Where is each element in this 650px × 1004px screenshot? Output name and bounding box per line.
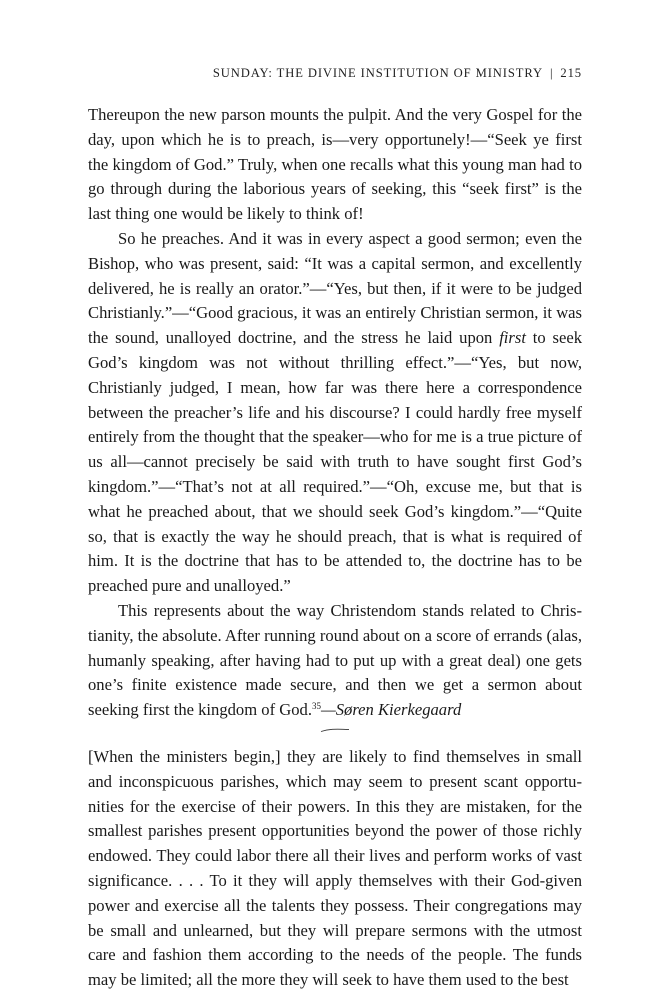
paragraph-3 <box>88 599 582 723</box>
paragraph-4: [When the ministers begin,] they are likely to find themselves in small and inconspicuous parishes, which may seem to present scant opportunities for the exercise of their powers. In this they are mistaken, for the smallest parishes present opportunities beyond the power of those richly endowed. They could labor there all their lives and perform works of vast significance. . . . To it they will apply themselves with their God-given power and exercise all the talents they possess. Their congregations may be small and unlearned, but they will prepare sermons with the utmost care and fashion them according to the needs of the people. The funds may be limited; all the more they will seek to have them used to the best <box>88 746 582 990</box>
paragraph-3-text: This represents about the way Christendom stands related to Christianity, the absolute. After running round about on a score of errands (alas, humanly speaking, after having had to put up with a great deal) one gets one’s finite existence made secure, and then we get a sermon about seeking first the kingdom of God. <box>88 600 582 720</box>
attribution: —Søren Kierkegaard <box>320 700 462 720</box>
running-head <box>213 66 582 81</box>
footnote-marker: 35 <box>311 701 321 712</box>
page-number: 215 <box>560 66 582 80</box>
paragraph-2-part-a: So he preaches. And it was in every aspect a good sermon; even the Bishop, who was present, said: “It was a capital sermon, and excellently delivered, he is really an orator.”—“Yes, but then, if it were to be judged Christianly.”—“Good gracious, it was an entirely Christian sermon, it was the sound, unalloyed doctrine, and the stress he laid upon <box>88 228 582 348</box>
paragraph-1: Thereupon the new parson mounts the pulpit. And the very Gospel for the day, upon which he is to preach, is—very opportunely!—“Seek ye first the kingdom of God.” Truly, when one recalls what this young man had to go through during the laborious years of seeking, this “seek first” is the last thing one would be likely to think of! <box>88 105 582 224</box>
running-head-title: SUNDAY: THE DIVINE INSTITUTION OF MINISTRY <box>212 66 543 80</box>
paragraph-2 <box>88 227 582 599</box>
book-page <box>88 0 582 1004</box>
page-body <box>88 103 582 993</box>
paragraph-2-part-b: to seek God’s kingdom was not without thrilling effect.”—“Yes, but now, Christianly judged, I mean, how far was there here a correspondence between the preacher’s life and his discourse? I could hardly free myself entirely from the thought that the speaker—who for me is a true picture of us all—cannot precisely be said with truth to have sought first God’s kingdom.”—“That’s not at all required.”—“Oh, excuse me, but that is what he preached about, that we should seek God’s kingdom.”—“Quite so, that is exactly the way he should preach, that is what is required of him. It is the doctrine that has to be attended to, the doctrine has to be preached pure and unalloyed.” <box>88 328 582 596</box>
section-divider-ornament <box>320 727 350 733</box>
paragraph-2-emphasis: first <box>499 328 526 348</box>
running-head-separator: | <box>549 66 554 80</box>
